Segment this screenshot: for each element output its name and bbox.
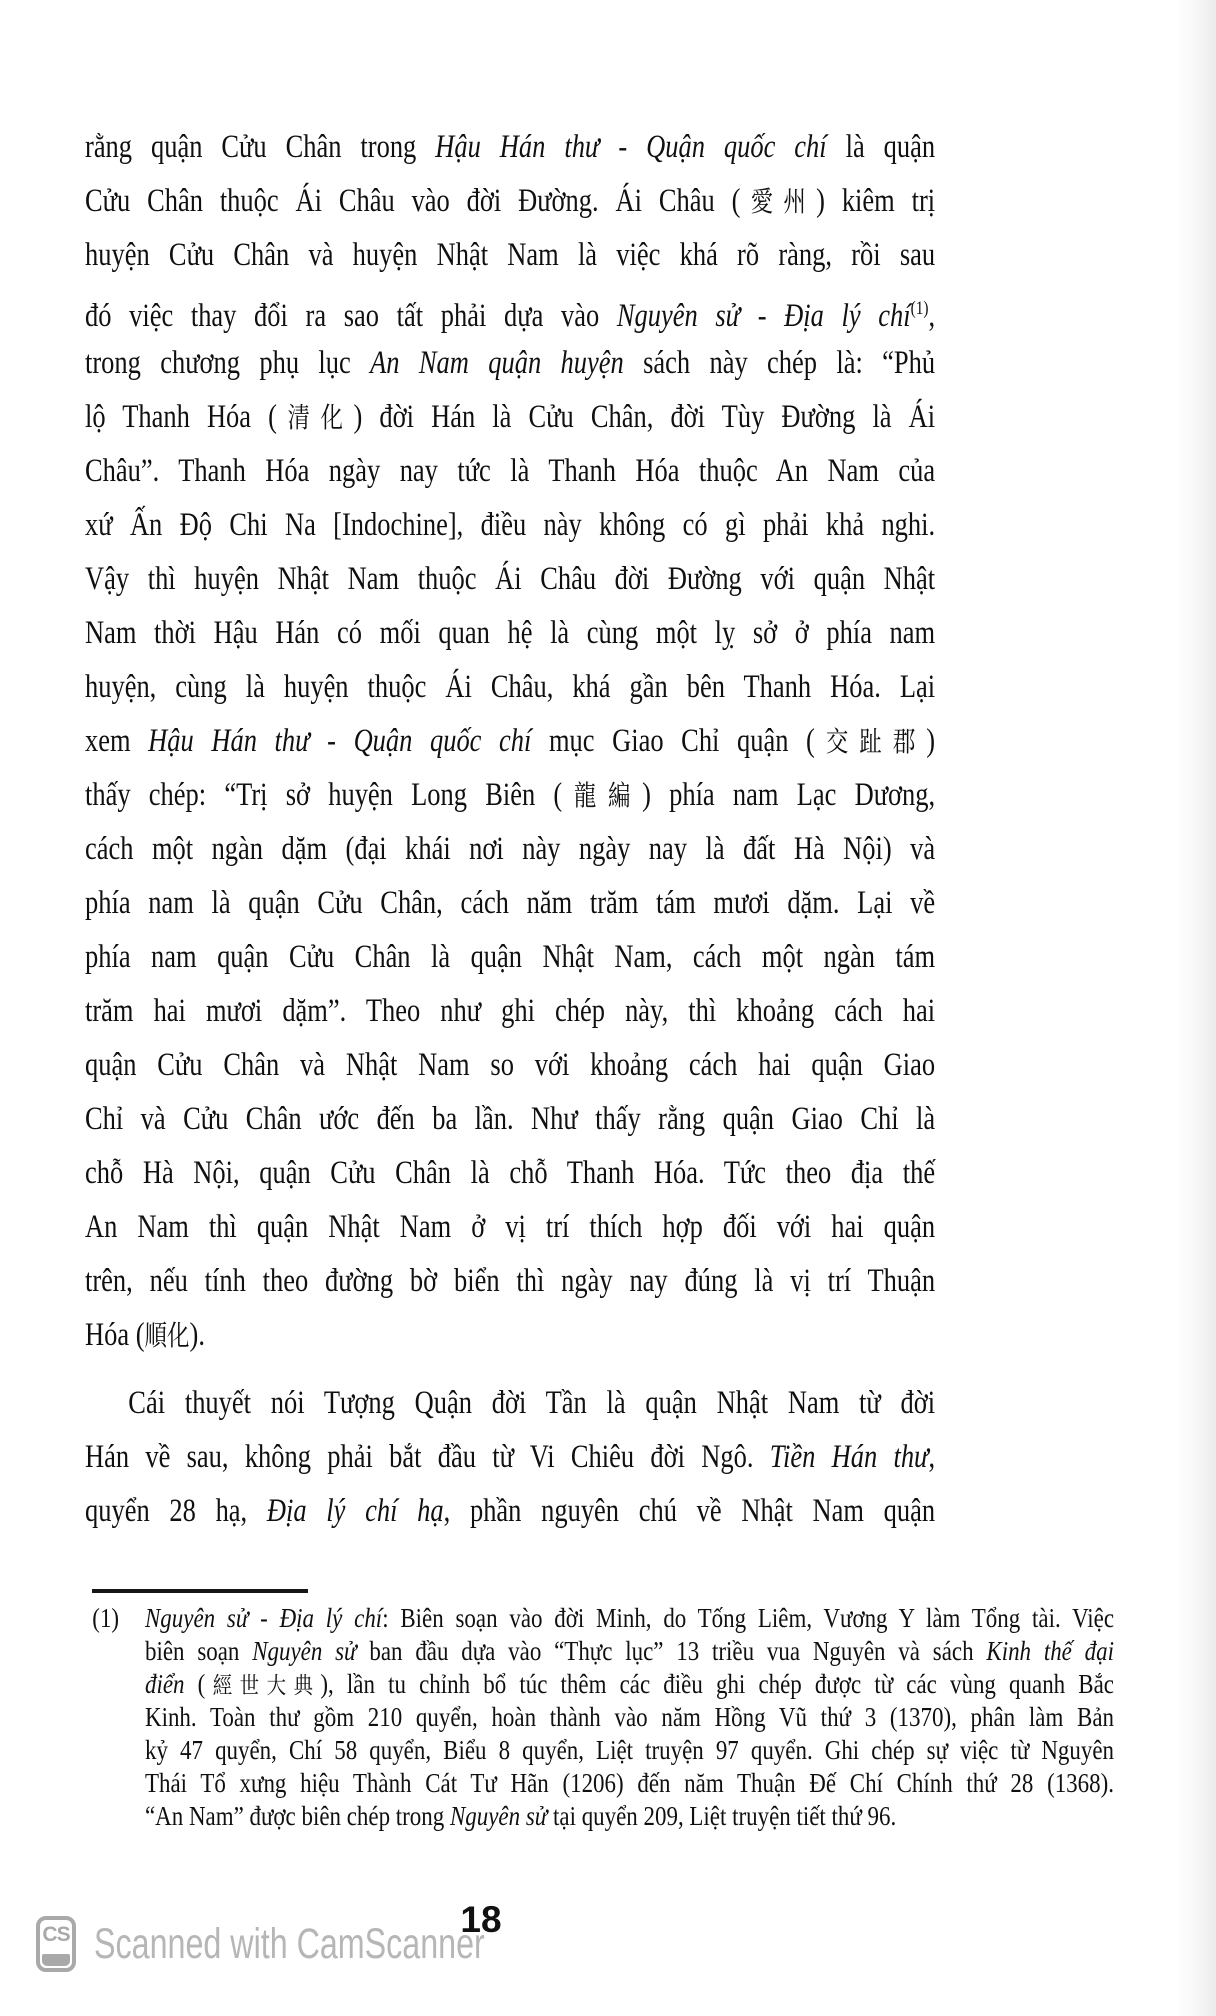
- text-line: Hán về sau, không phải bắt đầu từ Vi Chiêu đời Ngô. Tiền Hán thư,: [85, 1439, 936, 1475]
- text-line: Hóa (順化).: [85, 1317, 205, 1353]
- text-line: Kinh. Toàn thư gồm 210 quyển, hoàn thành vào năm Hồng Vũ thứ 3 (1370), phân làm Bản: [145, 1702, 1114, 1732]
- cjk-characters: 交趾郡: [814, 727, 927, 758]
- text-line: quận Cửu Chân và Nhật Nam so với khoảng cách hai quận Giao: [85, 1047, 936, 1083]
- text-line: biên soạn Nguyên sử ban đầu dựa vào “Thực lục” 13 triều vua Nguyên và sách Kinh thế đại: [145, 1636, 1114, 1666]
- text-line: trăm hai mươi dặm”. Theo như ghi chép này, thì khoảng cách hai: [85, 993, 936, 1029]
- text-line: thấy chép: “Trị sở huyện Long Biên (龍編) phía nam Lạc Dương,: [85, 777, 936, 813]
- text-line: Vậy thì huyện Nhật Nam thuộc Ái Châu đời Đường với quận Nhật: [85, 561, 936, 597]
- text-line: phía nam là quận Cửu Chân, cách năm trăm tám mươi dặm. Lại về: [85, 885, 936, 921]
- text-line: trong chương phụ lục An Nam quận huyện sách này chép là: “Phủ: [85, 345, 936, 381]
- text-line: Châu”. Thanh Hóa ngày nay tức là Thanh Hóa thuộc An Nam của: [85, 453, 936, 489]
- text-line: chỗ Hà Nội, quận Cửu Chân là chỗ Thanh Hóa. Tức theo địa thế: [85, 1155, 936, 1191]
- text-line: huyện Cửu Chân và huyện Nhật Nam là việc khá rõ ràng, rồi sau: [85, 237, 936, 273]
- camscanner-logo-icon: [36, 1916, 76, 1972]
- text-line: Thái Tổ xưng hiệu Thành Cát Tư Hãn (1206) đến năm Thuận Đế Chí Chính thứ 28 (1368).: [145, 1768, 1114, 1798]
- paragraph: [85, 1376, 935, 1538]
- paragraph: [85, 120, 935, 1362]
- footnote-marker: (1): [92, 1603, 120, 1633]
- text-line: quyển 28 hạ, Địa lý chí hạ, phần nguyên chú về Nhật Nam quận: [85, 1493, 936, 1529]
- text-line: Chỉ và Cửu Chân ước đến ba lần. Như thấy rằng quận Giao Chỉ là: [85, 1101, 936, 1137]
- cjk-characters: 經世大典: [205, 1673, 321, 1698]
- text-line: xem Hậu Hán thư - Quận quốc chí mục Giao Chỉ quận (交趾郡): [85, 723, 936, 759]
- cjk-characters: 愛州: [740, 187, 817, 218]
- watermark-label: Scanned with CamScanner: [94, 1919, 485, 1968]
- footnote-reference: (1): [910, 298, 929, 319]
- text-line: trên, nếu tính theo đường bờ biển thì ngày nay đúng là vị trí Thuận: [85, 1263, 936, 1299]
- camscanner-logo-text: CS: [42, 1923, 70, 1946]
- cjk-characters: 順化: [144, 1321, 190, 1352]
- text-line: Nam thời Hậu Hán có mối quan hệ là cùng một lỵ sở ở phía nam: [85, 615, 936, 651]
- text-line: điển (經世大典), lần tu chỉnh bổ túc thêm các điều ghi chép được từ các vùng quanh Bắc: [145, 1669, 1114, 1699]
- camscanner-watermark: [36, 1914, 615, 1974]
- text-line: Cửu Chân thuộc Ái Châu vào đời Đường. Ái Châu (愛州) kiêm trị: [85, 183, 936, 219]
- footnote-separator: [92, 1589, 308, 1593]
- text-line: cách một ngàn dặm (đại khái nơi này ngày nay là đất Hà Nội) và: [85, 831, 936, 867]
- body-text: [85, 120, 935, 1538]
- text-line: kỷ 47 quyển, Chí 58 quyển, Biểu 8 quyển, Liệt truyện 97 quyển. Ghi chép sự việc từ Nguyên: [145, 1735, 1114, 1765]
- text-line: huyện, cùng là huyện thuộc Ái Châu, khá gần bên Thanh Hóa. Lại: [85, 669, 936, 705]
- camscanner-logo-strip: [42, 1954, 70, 1966]
- scan-edge-artifact: [1176, 0, 1216, 2016]
- page-number: 18: [460, 1899, 502, 1940]
- text-line: lộ Thanh Hóa (清化) đời Hán là Cửu Chân, đời Tùy Đường là Ái: [85, 399, 936, 435]
- footnote: [92, 1602, 1115, 1833]
- text-line: phía nam quận Cửu Chân là quận Nhật Nam, cách một ngàn tám: [85, 939, 936, 975]
- text-line: Nguyên sử - Địa lý chí: Biên soạn vào đời Minh, do Tống Liêm, Vương Y làm Tổng tài. Việc (1): [92, 1603, 1115, 1633]
- text-line: Cái thuyết nói Tượng Quận đời Tần là quận Nhật Nam từ đời: [128, 1385, 936, 1421]
- cjk-characters: 清化: [276, 403, 354, 434]
- cjk-characters: 龍編: [562, 781, 643, 812]
- text-line: rằng quận Cửu Chân trong Hậu Hán thư - Quận quốc chí là quận: [85, 129, 936, 165]
- text-line: đó việc thay đổi ra sao tất phải dựa vào Nguyên sử - Địa lý chí$^{(1)}$,: [85, 297, 936, 334]
- text-line: An Nam thì quận Nhật Nam ở vị trí thích hợp đối với hai quận: [85, 1209, 936, 1245]
- text-line: xứ Ấn Độ Chi Na [Indochine], điều này không có gì phải khả nghi.: [85, 507, 936, 543]
- text-line: “An Nam” được biên chép trong Nguyên sử tại quyển 209, Liệt truyện tiết thứ 96.: [145, 1801, 897, 1831]
